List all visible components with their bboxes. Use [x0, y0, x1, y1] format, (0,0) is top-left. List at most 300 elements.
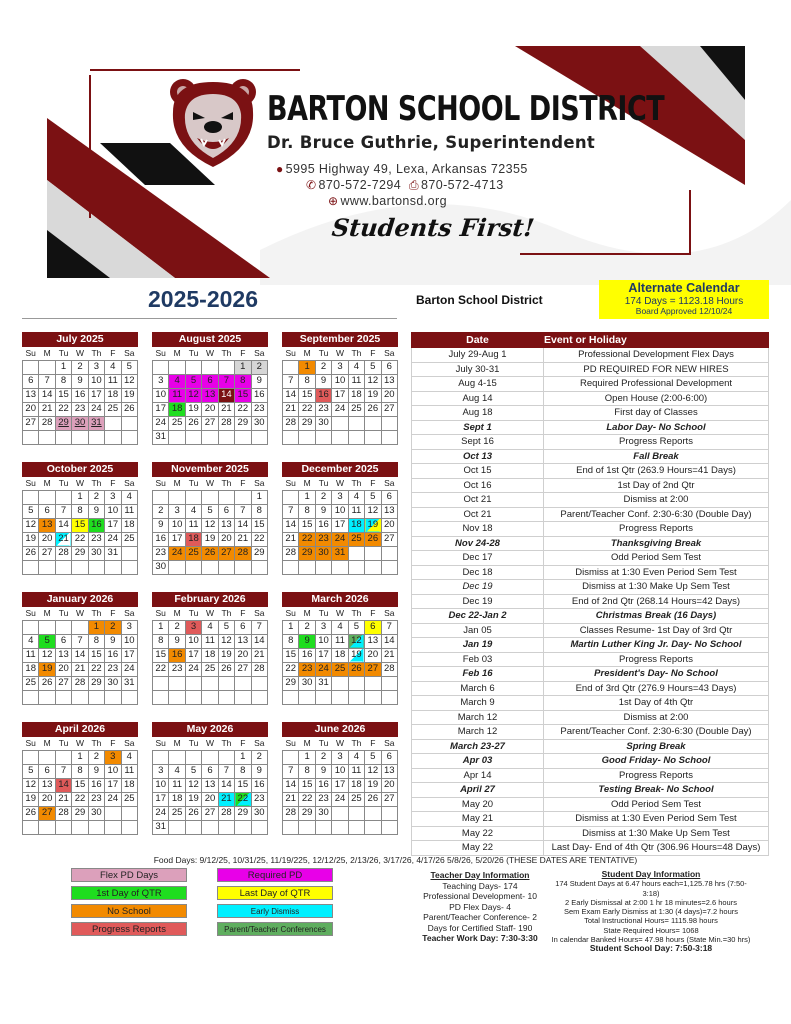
event-name: Martin Luther King Jr. Day- No School: [544, 638, 769, 652]
event-row: [411, 696, 769, 711]
calendar-blank: [55, 750, 71, 764]
calendar-day: 4: [185, 504, 201, 518]
month-calendar: [22, 332, 138, 445]
calendar-blank: [153, 750, 169, 764]
calendar-day: 23: [251, 402, 267, 416]
calendar-day: 31: [88, 416, 104, 430]
phone-text: 870-572-7294: [318, 178, 402, 192]
calendar-blank: [332, 430, 348, 444]
calendar-blank: [55, 620, 71, 634]
calendar-blank: [169, 820, 185, 834]
calendar-day: 27: [235, 662, 251, 676]
calendar-day: 3: [169, 504, 185, 518]
calendar-day: 3: [315, 620, 331, 634]
weekday-label: Tu: [188, 478, 199, 489]
event-name: Required Professional Development: [544, 377, 769, 391]
weekday-label: Tu: [318, 608, 329, 619]
calendar-day: 2: [315, 490, 331, 504]
calendar-day: 24: [315, 662, 331, 676]
calendar-blank: [202, 490, 218, 504]
calendar-day: 26: [23, 546, 39, 560]
calendar-day: 15: [251, 518, 267, 532]
calendar-day: 27: [202, 806, 218, 820]
event-name: 1st Day of 2nd Qtr: [544, 479, 769, 493]
month-name: March 2026: [282, 592, 398, 607]
calendar-blank: [88, 560, 104, 574]
alt-title: Alternate Calendar: [628, 281, 740, 295]
calendar-day: 31: [105, 546, 121, 560]
weekday-label: Su: [285, 478, 296, 489]
calendar-day: 24: [153, 806, 169, 820]
calendar-day: 19: [202, 532, 218, 546]
calendar-day: 23: [153, 546, 169, 560]
calendar-day: 14: [72, 648, 88, 662]
calendar-day: 15: [283, 648, 299, 662]
calendar-day: 30: [315, 546, 331, 560]
website-text[interactable]: www.bartonsd.org: [340, 194, 447, 208]
weekday-label: W: [205, 348, 214, 359]
calendar-blank: [23, 490, 39, 504]
event-row: [411, 493, 769, 508]
calendar-day: 22: [72, 532, 88, 546]
event-row: [411, 812, 769, 827]
weekday-label: M: [173, 608, 181, 619]
calendar-day: 24: [105, 792, 121, 806]
month-name: November 2025: [152, 462, 268, 477]
calendar-day: 3: [153, 374, 169, 388]
calendar-day: 15: [88, 648, 104, 662]
event-row: [411, 827, 769, 842]
event-name: Spring Break: [544, 740, 769, 754]
weekday-label: Su: [155, 478, 166, 489]
calendar-blank: [72, 560, 88, 574]
calendar-day: 1: [299, 490, 315, 504]
calendar-day: 7: [39, 374, 55, 388]
calendar-day: 12: [185, 778, 201, 792]
calendar-day: 18: [348, 778, 364, 792]
calendar-day: 29: [55, 416, 71, 430]
calendar-day: 14: [283, 518, 299, 532]
calendar-blank: [202, 690, 218, 704]
calendar-blank: [348, 430, 364, 444]
calendar-day: 17: [332, 518, 348, 532]
calendar-day: 2: [299, 620, 315, 634]
teacher-footer: Teacher Work Day: 7:30-3:30: [422, 933, 538, 943]
weekday-label: Tu: [318, 738, 329, 749]
weekday-label: M: [303, 348, 311, 359]
calendar-day: 30: [315, 416, 331, 430]
calendar-day: 1: [299, 750, 315, 764]
calendar-day: 17: [185, 648, 201, 662]
calendar-day: 27: [202, 416, 218, 430]
month-calendar: [22, 462, 138, 575]
month-calendar: [282, 332, 398, 445]
event-name: Progress Reports: [544, 435, 769, 449]
weekday-label: W: [75, 348, 84, 359]
calendar-day: 9: [315, 374, 331, 388]
calendar-day: 30: [72, 416, 88, 430]
calendar-day: 28: [55, 806, 71, 820]
weekday-label: Sa: [384, 738, 395, 749]
superintendent-name: Dr. Bruce Guthrie, Superintendent: [267, 133, 596, 152]
calendar-blank: [23, 820, 39, 834]
calendar-day: 20: [218, 532, 234, 546]
calendar-day: 13: [365, 634, 381, 648]
calendar-day: 13: [23, 388, 39, 402]
calendar-day: 16: [315, 778, 331, 792]
calendar-blank: [332, 806, 348, 820]
weekday-label: Su: [25, 478, 36, 489]
calendar-day: 21: [55, 792, 71, 806]
event-date: March 12: [411, 725, 544, 739]
event-row: [411, 392, 769, 407]
calendar-blank: [23, 560, 39, 574]
event-row: [411, 377, 769, 392]
event-row: [411, 754, 769, 769]
calendar-day: 11: [348, 504, 364, 518]
calendar-day: 10: [105, 764, 121, 778]
address-line: [276, 162, 528, 176]
calendar-day: 15: [235, 388, 251, 402]
event-date: Dec 19: [411, 580, 544, 594]
calendar-blank: [39, 360, 55, 374]
calendar-day: 5: [23, 504, 39, 518]
weekday-label: W: [205, 478, 214, 489]
event-row: [411, 406, 769, 421]
month-calendar: [152, 592, 268, 705]
calendar-day: 22: [153, 662, 169, 676]
event-name: Open House (2:00-6:00): [544, 392, 769, 406]
calendar-day: 5: [23, 764, 39, 778]
calendar-day: 7: [55, 764, 71, 778]
event-row: [411, 624, 769, 639]
calendar-blank: [283, 690, 299, 704]
calendar-blank: [39, 430, 55, 444]
calendar-day: 20: [381, 388, 397, 402]
calendar-day: 30: [88, 806, 104, 820]
event-name: Progress Reports: [544, 522, 769, 536]
weekday-label: Su: [25, 608, 36, 619]
calendar-day: 18: [121, 518, 137, 532]
calendar-blank: [299, 820, 315, 834]
calendar-blank: [348, 416, 364, 430]
weekday-label: Sa: [124, 738, 135, 749]
calendar-day: 22: [299, 792, 315, 806]
calendar-day: 10: [153, 388, 169, 402]
calendar-day: 16: [251, 778, 267, 792]
calendar-day: 23: [88, 792, 104, 806]
month-calendar: [282, 722, 398, 835]
calendar-blank: [121, 690, 137, 704]
teacher-heading: Teacher Day Information: [430, 870, 530, 880]
calendar-day: 21: [381, 648, 397, 662]
weekday-label: F: [110, 478, 116, 489]
event-name: Dismiss at 1:30 Make Up Sem Test: [544, 580, 769, 594]
calendar-blank: [185, 676, 201, 690]
event-date: Sept 16: [411, 435, 544, 449]
calendar-blank: [218, 360, 234, 374]
legend-last-qtr: Last Day of QTR: [217, 886, 333, 900]
event-date: Dec 19: [411, 595, 544, 609]
calendar-blank: [283, 490, 299, 504]
weekday-label: W: [205, 738, 214, 749]
calendar-blank: [283, 820, 299, 834]
weekday-label: M: [303, 608, 311, 619]
event-row: [411, 479, 769, 494]
weekday-label: Tu: [318, 348, 329, 359]
calendar-blank: [235, 560, 251, 574]
calendar-day: 10: [121, 634, 137, 648]
calendar-day: 17: [169, 532, 185, 546]
weekday-label: W: [75, 608, 84, 619]
calendar-day: 3: [105, 750, 121, 764]
calendar-day: 11: [185, 518, 201, 532]
calendar-day: 13: [55, 648, 71, 662]
calendar-day: 9: [169, 634, 185, 648]
calendar-day: 18: [332, 648, 348, 662]
weekday-label: F: [370, 608, 376, 619]
calendar-day: 11: [202, 634, 218, 648]
calendar-blank: [365, 806, 381, 820]
weekday-label: Th: [351, 608, 362, 619]
alternate-calendar-box: [599, 280, 769, 319]
calendar-day: 29: [72, 806, 88, 820]
calendar-day: 19: [365, 388, 381, 402]
calendar-day: 4: [332, 620, 348, 634]
event-date: May 22: [411, 841, 544, 855]
weekday-label: Su: [155, 348, 166, 359]
calendar-day: 8: [235, 764, 251, 778]
calendar-day: 27: [39, 546, 55, 560]
teacher-line: Teaching Days- 174: [442, 880, 518, 891]
calendar-day: 5: [121, 360, 137, 374]
month-calendar: [282, 592, 398, 705]
calendar-day: 11: [23, 648, 39, 662]
calendar-day: 23: [72, 402, 88, 416]
calendar-day: 6: [218, 504, 234, 518]
calendar-day: 14: [235, 518, 251, 532]
calendar-day: 23: [88, 532, 104, 546]
event-row: [411, 609, 769, 624]
event-name: Dismiss at 1:30 Make Up Sem Test: [544, 827, 769, 841]
event-row: [411, 421, 769, 436]
calendar-day: 9: [315, 504, 331, 518]
calendar-blank: [23, 620, 39, 634]
event-date: April 27: [411, 783, 544, 797]
calendar-day: 21: [55, 532, 71, 546]
student-line: State Required Hours= 1068: [603, 925, 699, 935]
weekday-label: Tu: [58, 738, 69, 749]
event-row: [411, 769, 769, 784]
weekday-label: Sa: [384, 608, 395, 619]
student-heading: Student Day Information: [601, 869, 701, 879]
calendar-day: 8: [88, 634, 104, 648]
event-date: Feb 03: [411, 653, 544, 667]
calendar-day: 7: [235, 504, 251, 518]
weekday-label: Sa: [124, 608, 135, 619]
calendar-day: 17: [332, 388, 348, 402]
calendar-blank: [381, 806, 397, 820]
calendar-day: 25: [202, 662, 218, 676]
calendar-blank: [202, 820, 218, 834]
calendar-day: 29: [299, 416, 315, 430]
calendar-day: 31: [315, 676, 331, 690]
calendar-blank: [105, 690, 121, 704]
weekday-label: Th: [351, 348, 362, 359]
calendar-day: 9: [105, 634, 121, 648]
calendar-day: 10: [332, 764, 348, 778]
teacher-day-info: [418, 870, 542, 944]
calendar-day: 29: [299, 806, 315, 820]
student-line: 2 Early Dismissal at 2:00 1 hr 18 minutes=2.6 hours: [565, 897, 737, 907]
event-name: End of 3rd Qtr (276.9 Hours=43 Days): [544, 682, 769, 696]
calendar-day: 17: [88, 388, 104, 402]
calendar-blank: [153, 690, 169, 704]
calendar-day: 16: [251, 388, 267, 402]
calendar-day: 7: [283, 374, 299, 388]
calendar-day: 22: [299, 402, 315, 416]
calendar-day: 22: [235, 402, 251, 416]
calendar-day: 23: [315, 792, 331, 806]
event-date: Jan 19: [411, 638, 544, 652]
fax-text: 870-572-4713: [421, 178, 504, 192]
calendar-day: 20: [202, 402, 218, 416]
weekday-label: Su: [155, 738, 166, 749]
letterhead: [0, 0, 791, 285]
calendar-day: 25: [332, 662, 348, 676]
calendar-blank: [105, 430, 121, 444]
calendar-day: 20: [39, 532, 55, 546]
event-row: [411, 537, 769, 552]
calendar-day: 27: [381, 792, 397, 806]
slogan: Students First!: [330, 213, 536, 242]
calendar-day: 27: [218, 546, 234, 560]
calendar-day: 10: [332, 504, 348, 518]
calendar-blank: [251, 430, 267, 444]
calendar-day: 14: [283, 778, 299, 792]
calendar-blank: [72, 690, 88, 704]
event-name: Progress Reports: [544, 769, 769, 783]
calendar-day: 19: [348, 648, 364, 662]
calendar-day: 23: [105, 662, 121, 676]
calendar-blank: [251, 820, 267, 834]
calendar-day: 26: [218, 662, 234, 676]
calendar-blank: [55, 690, 71, 704]
calendar-day: 7: [381, 620, 397, 634]
calendar-blank: [348, 820, 364, 834]
calendar-day: 23: [251, 792, 267, 806]
event-date: Oct 13: [411, 450, 544, 464]
calendar-day: 25: [348, 792, 364, 806]
calendar-day: 20: [381, 518, 397, 532]
calendar-day: 11: [169, 388, 185, 402]
event-row: [411, 595, 769, 610]
calendar-day: 6: [55, 634, 71, 648]
globe-icon: ⊕: [328, 194, 339, 208]
calendar-blank: [55, 490, 71, 504]
calendar-blank: [218, 490, 234, 504]
calendar-day: 22: [72, 792, 88, 806]
calendar-day: 16: [105, 648, 121, 662]
event-row: [411, 682, 769, 697]
calendar-day: 12: [39, 648, 55, 662]
month-calendar: [22, 592, 138, 705]
calendar-blank: [365, 546, 381, 560]
calendar-day: 4: [348, 360, 364, 374]
calendar-blank: [185, 560, 201, 574]
calendar-day: 3: [121, 620, 137, 634]
address-text: 5995 Highway 49, Lexa, Arkansas 72355: [285, 162, 528, 176]
event-date: Dec 18: [411, 566, 544, 580]
calendar-blank: [169, 360, 185, 374]
weekday-label: Th: [221, 478, 232, 489]
weekday-label: M: [303, 738, 311, 749]
calendar-day: 20: [55, 662, 71, 676]
calendar-day: 13: [202, 778, 218, 792]
event-date: Nov 24-28: [411, 537, 544, 551]
calendar-day: 28: [39, 416, 55, 430]
weekday-label: Th: [91, 608, 102, 619]
calendar-blank: [283, 560, 299, 574]
calendar-blank: [332, 820, 348, 834]
calendar-day: 1: [283, 620, 299, 634]
calendar-day: 3: [332, 490, 348, 504]
calendar-day: 1: [72, 750, 88, 764]
weekday-label: F: [370, 348, 376, 359]
calendar-day: 24: [185, 662, 201, 676]
calendar-day: 15: [55, 388, 71, 402]
calendar-day: 13: [39, 518, 55, 532]
calendar-blank: [169, 750, 185, 764]
calendar-day: 25: [105, 402, 121, 416]
calendar-blank: [251, 560, 267, 574]
calendar-day: 21: [283, 792, 299, 806]
calendar-day: 26: [202, 546, 218, 560]
calendar-blank: [153, 490, 169, 504]
weekday-label: Th: [91, 738, 102, 749]
weekday-label: F: [240, 478, 246, 489]
calendar-blank: [72, 820, 88, 834]
calendar-day: 22: [283, 662, 299, 676]
calendar-day: 29: [283, 676, 299, 690]
event-row: [411, 580, 769, 595]
student-line: Sem Exam Early Dismiss at 1:30 (4 days)=7.2 hours: [563, 907, 739, 917]
calendar-blank: [348, 676, 364, 690]
event-row: [411, 711, 769, 726]
event-name: Classes Resume- 1st Day of 3rd Qtr: [544, 624, 769, 638]
weekday-label: W: [75, 738, 84, 749]
calendar-day: 9: [251, 374, 267, 388]
calendar-day: 25: [348, 402, 364, 416]
calendar-day: 14: [218, 388, 234, 402]
calendar-day: 14: [55, 518, 71, 532]
calendar-day: 28: [283, 416, 299, 430]
event-row: [411, 638, 769, 653]
calendar-blank: [299, 560, 315, 574]
calendar-day: 12: [348, 634, 364, 648]
calendar-day: 28: [251, 662, 267, 676]
events-table: [411, 332, 769, 856]
calendar-blank: [72, 430, 88, 444]
calendar-day: 27: [381, 402, 397, 416]
calendar-blank: [365, 560, 381, 574]
calendar-blank: [39, 820, 55, 834]
calendar-day: 12: [218, 634, 234, 648]
calendar-day: 8: [235, 374, 251, 388]
calendar-day: 22: [251, 532, 267, 546]
calendar-day: 6: [381, 490, 397, 504]
calendar-blank: [169, 490, 185, 504]
